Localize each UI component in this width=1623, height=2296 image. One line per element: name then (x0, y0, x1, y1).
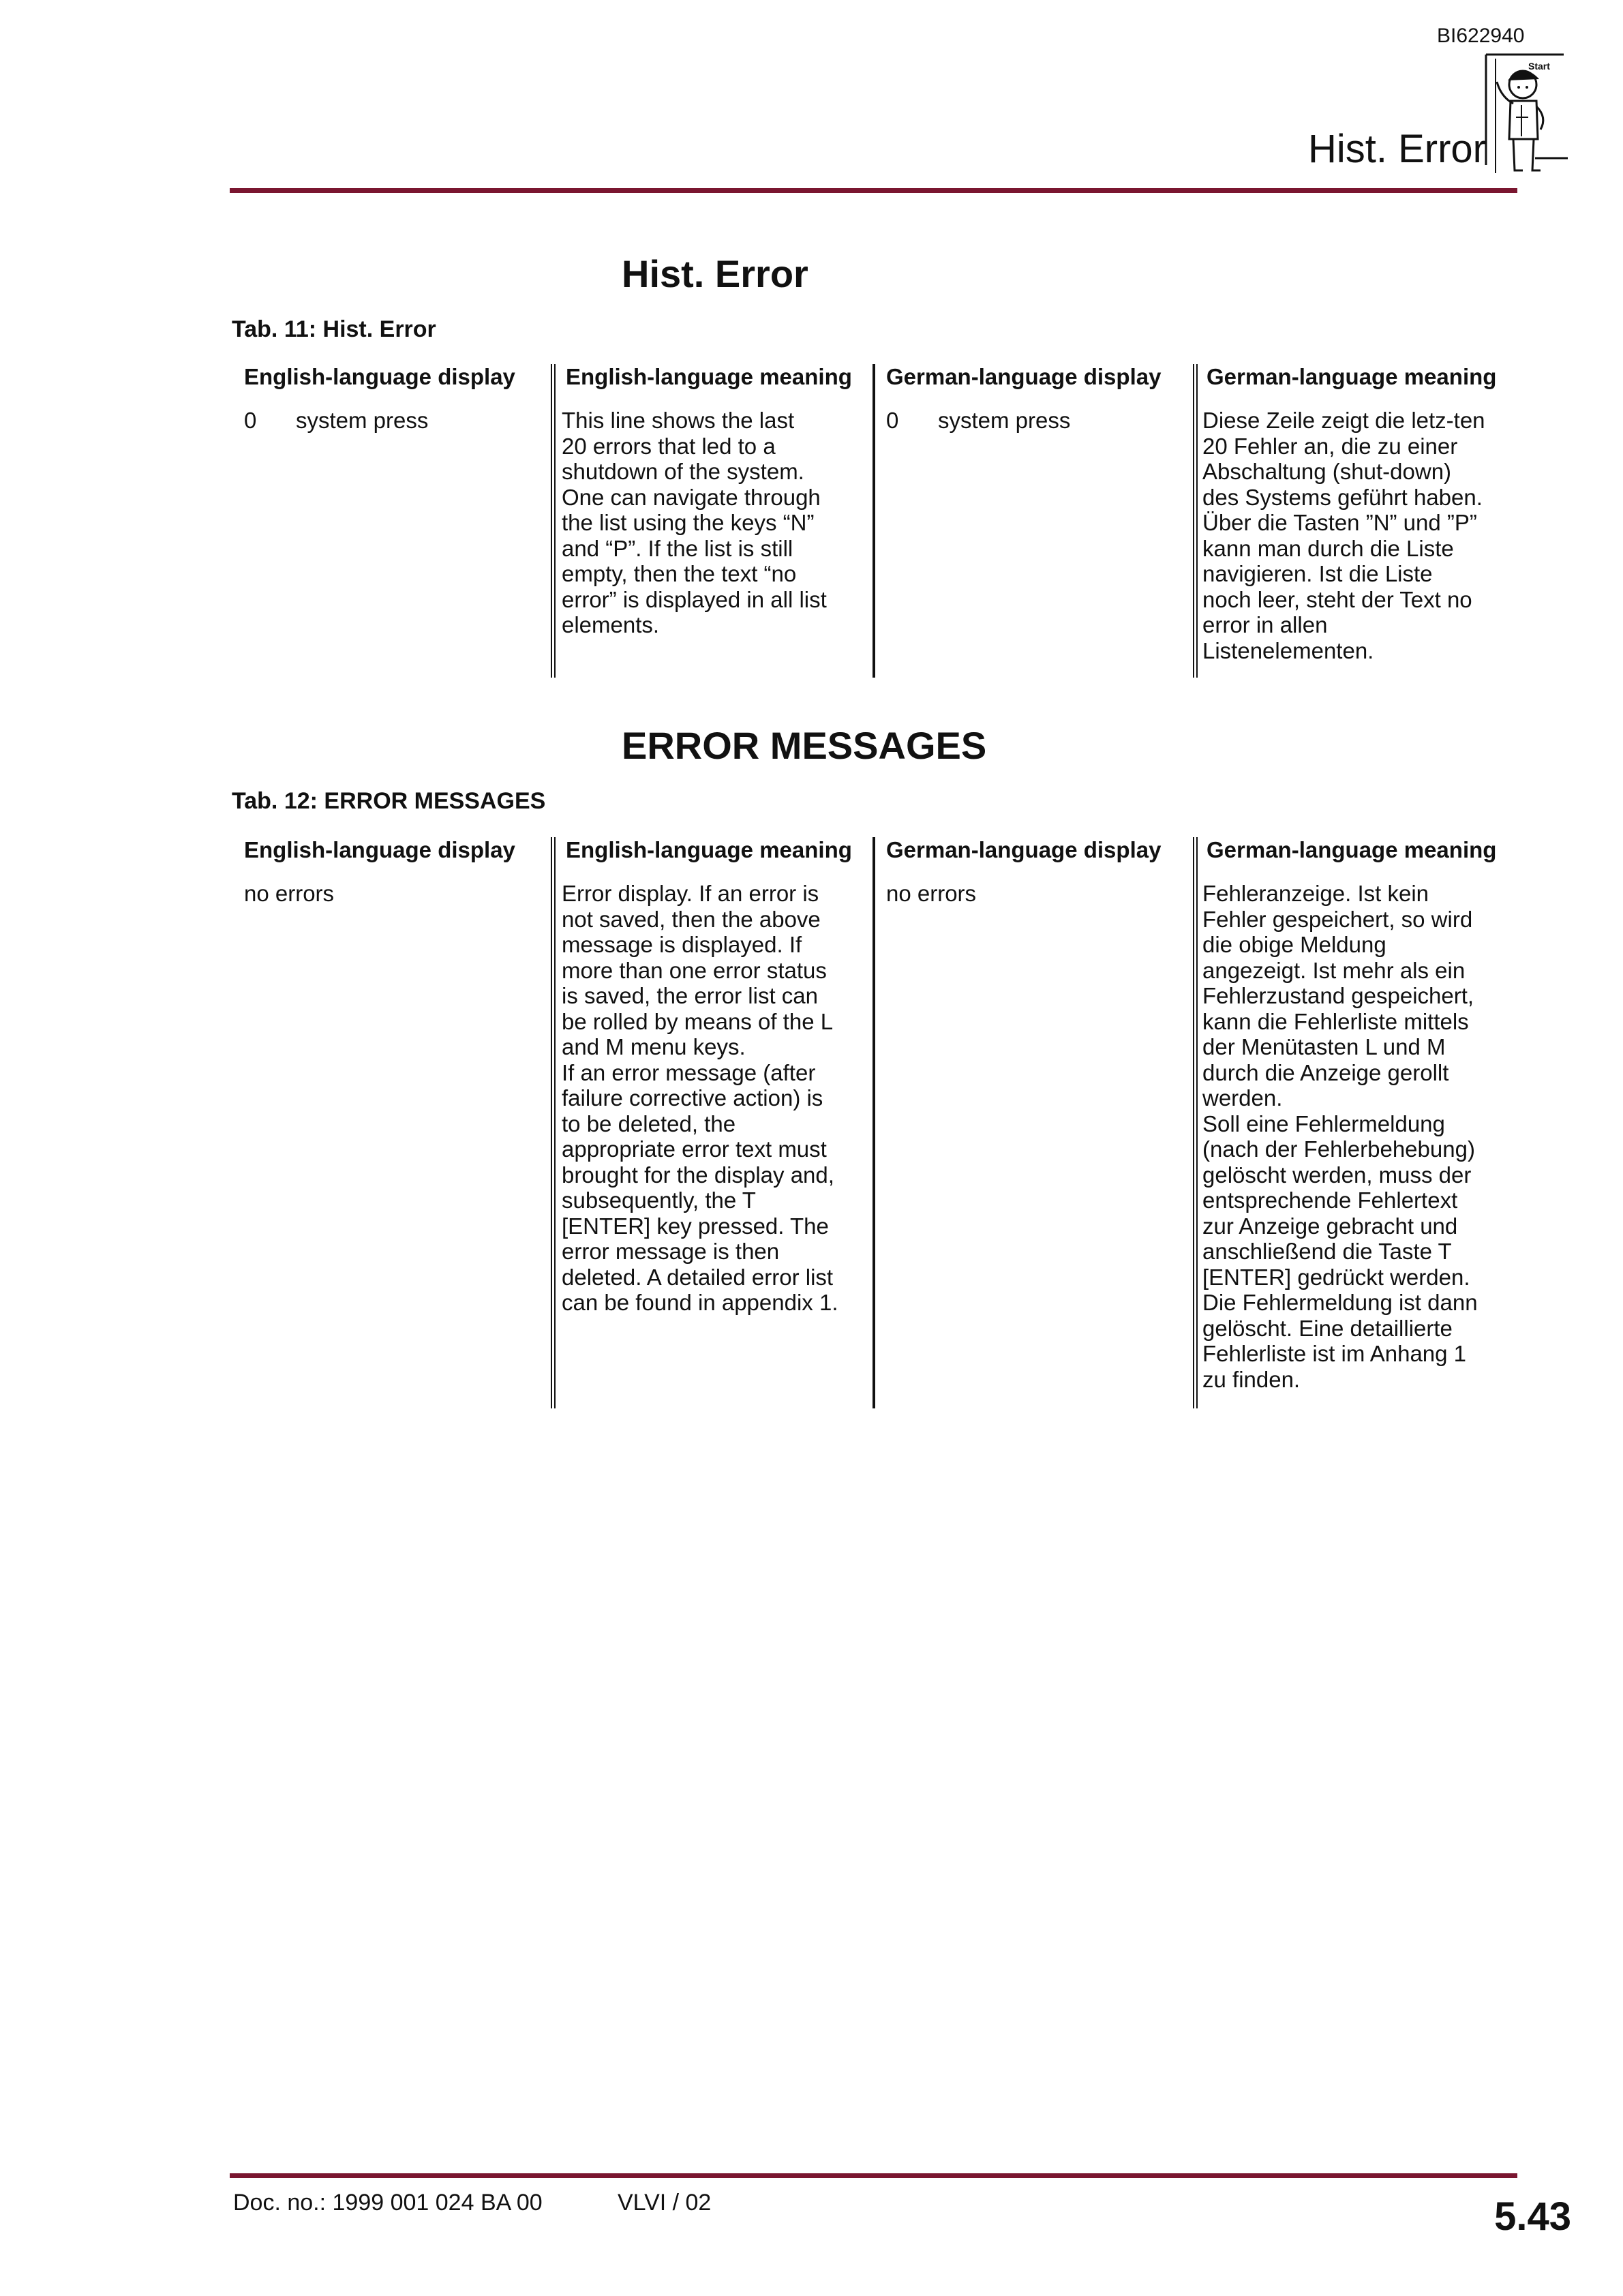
table-row (232, 878, 1517, 1408)
column-divider (873, 405, 875, 678)
column-header: English-language meaning (566, 364, 852, 389)
column-header: English-language display (244, 364, 515, 389)
start-label: Start (1528, 61, 1550, 72)
column-divider (873, 878, 875, 1408)
english-meaning-cell: Error display. If an error is not saved, then the above message is displayed. If more than one error status is saved, the error list can be rolled by means of the L and M menu keys. If an error message (after failure corrective action) is to be deleted, the appropriate error text must brought for the display and, subsequently, the T [ENTER] key pressed. The error message is then deleted. A detailed error list can be found in appendix 1. (562, 881, 838, 1315)
table-row (232, 405, 1517, 678)
english-meaning-cell: This line shows the last 20 errors that led to a shutdown of the system. One can navigate through the list using the keys “N” and “P”. If the list is still empty, then the text “no error” is displayed in all list elements. (562, 408, 827, 637)
display-text: system press (938, 408, 1071, 433)
column-divider (1193, 405, 1198, 678)
column-divider (551, 878, 556, 1408)
error-messages-table (232, 837, 1517, 1408)
table-header-row (232, 364, 1517, 405)
german-display-cell (874, 405, 1194, 678)
running-header-title: Hist. Error (1308, 127, 1486, 171)
column-divider (551, 405, 556, 678)
column-divider (1193, 837, 1198, 878)
header-rule (230, 188, 1517, 193)
german-display-cell: no errors (886, 881, 977, 906)
column-header: English-language display (244, 837, 515, 862)
display-text: system press (296, 408, 429, 433)
section-heading-error-messages: ERROR MESSAGES (622, 724, 987, 767)
document-id: BI622940 (1437, 25, 1525, 47)
hist-error-table (232, 364, 1517, 678)
table-caption-12: Tab. 12: ERROR MESSAGES (232, 788, 546, 814)
column-divider (873, 837, 875, 878)
start-figure-icon (1481, 49, 1569, 185)
column-divider (1193, 364, 1198, 405)
section-heading-hist-error: Hist. Error (622, 252, 808, 295)
display-code: 0 (244, 408, 257, 433)
column-header: German-language meaning (1207, 364, 1497, 389)
table-header-row (232, 837, 1517, 878)
footer-version: VLVI / 02 (618, 2190, 712, 2216)
column-divider (873, 364, 875, 405)
column-header: English-language meaning (566, 837, 852, 862)
english-display-cell (232, 405, 553, 678)
german-meaning-cell: Diese Zeile zeigt die letz-ten 20 Fehler an, die zu einer Abschaltung (shut-down) des Systems geführt haben. Über die Tasten ”N” und ”P” kann man durch die Liste navigieren. Ist die Liste noch leer, steht der Text no error in allen Listenelementen. (1202, 408, 1485, 663)
table-caption-11: Tab. 11: Hist. Error (232, 316, 436, 342)
english-display-cell: no errors (244, 881, 335, 906)
page-number: 5.43 (1494, 2194, 1571, 2239)
footer-rule (230, 2173, 1517, 2178)
column-header: German-language display (886, 837, 1162, 862)
column-divider (551, 837, 556, 878)
column-header: German-language display (886, 364, 1162, 389)
german-meaning-cell: Fehleranzeige. Ist kein Fehler gespeichert, so wird die obige Meldung angezeigt. Ist mehr als ein Fehlerzustand gespeichert, kann die Fehlerliste mittels der Menütasten L und M durch die Anzeige gerollt werden. Soll eine Fehlermeldung (nach der Fehlerbehebung) gelöscht werden, muss der entsprechende Fehlertext zur Anzeige gebracht und anschließend die Taste T [ENTER] gedrückt werden. Die Fehlermeldung ist dann gelöscht. Eine detaillierte Fehlerliste ist im Anhang 1 zu finden. (1202, 881, 1478, 1392)
display-code: 0 (886, 408, 899, 433)
column-divider (1193, 878, 1198, 1408)
column-header: German-language meaning (1207, 837, 1497, 862)
column-divider (551, 364, 556, 405)
footer-document-number: Doc. no.: 1999 001 024 BA 00 (233, 2190, 543, 2216)
